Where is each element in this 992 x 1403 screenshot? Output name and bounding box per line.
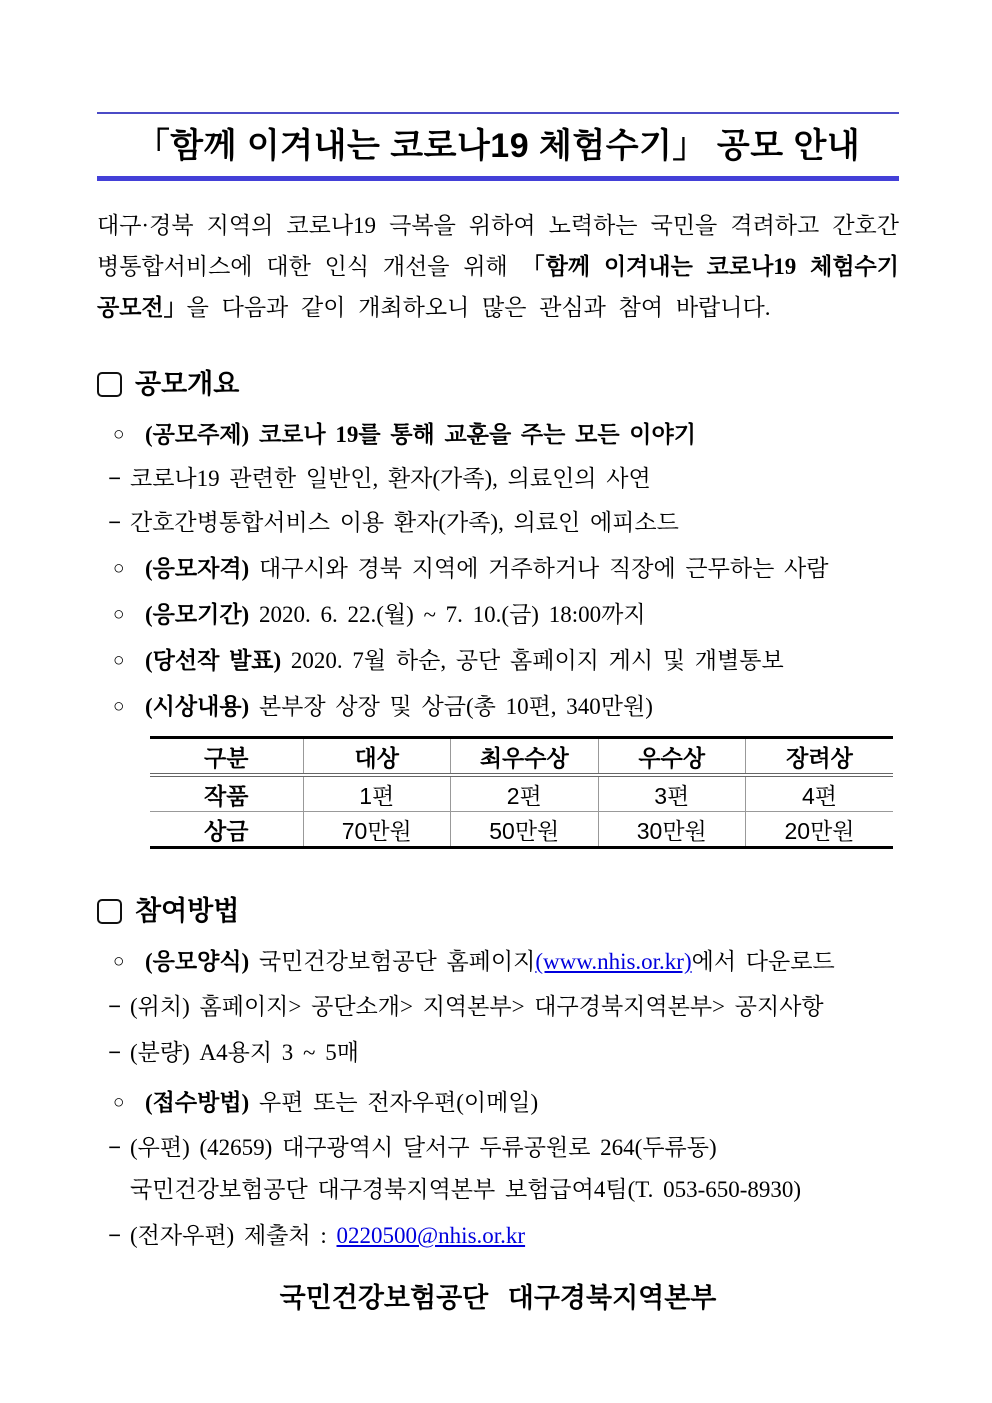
table-header-cell: 우수상 [598,738,746,776]
table-header-cell: 대상 [303,738,451,776]
dash-bullet-icon: − [108,510,122,535]
list-subitem-volume [97,1037,899,1068]
list-subitem-covid-stories [97,463,899,494]
table-cell: 50만원 [451,812,599,848]
dash-bullet-icon: − [108,1135,122,1160]
list-item-topic [97,419,899,450]
list-item-announcement [97,645,899,676]
intro-text-bold: 「함께 이겨내는 코로나19 체험수기 공모전」 [97,254,899,320]
item-text: 2020. 7월 하순, 공단 홈페이지 게시 및 개별통보 [290,648,784,673]
item-text: 대구시와 경북 지역에 거주하거나 직장에 근무하는 사람 [258,556,829,581]
list-subitem-email [97,1220,899,1251]
nhis-website-link[interactable]: (www.nhis.or.kr) [535,949,692,974]
list-subitem-nursing-episodes [97,507,899,538]
table-cell: 4편 [746,775,894,812]
item-text: 코로나 19를 통해 교훈을 주는 모든 이야기 [258,422,696,447]
table-cell: 30만원 [598,812,746,848]
item-text: 코로나19 관련한 일반인, 환자(가족), 의료인의 사연 [130,466,651,491]
page-title: 「함께 이겨내는 코로나19 체험수기」 공모 안내 [135,127,861,165]
item-label: (시상내용) [145,694,250,719]
circle-bullet-icon: ○ [113,424,125,445]
item-label: (우편) [130,1135,190,1160]
section-title-overview: 공모개요 [135,369,240,399]
dash-bullet-icon: − [108,994,122,1019]
item-label: (당선작 발표) [145,648,282,673]
list-subitem-postal [97,1132,899,1205]
postal-address-line2: 국민건강보험공단 대구경북지역본부 보험급여4팀(T. 053-650-8930) [130,1177,802,1202]
item-text: 제출처 : [243,1223,337,1248]
item-label: (응모양식) [145,949,250,974]
item-text: 본부장 상장 및 상금(총 10편, 340만원) [258,694,653,719]
table-header-row [150,738,893,776]
section-heading-participation [97,895,899,927]
circle-bullet-icon: ○ [113,650,125,671]
dash-bullet-icon: − [108,1223,122,1248]
circle-bullet-icon: ○ [113,558,125,579]
submission-email-link[interactable]: 0220500@nhis.or.kr [336,1223,526,1248]
item-text: (42659) 대구광역시 달서구 두류공원로 264(두류동) [199,1135,717,1160]
item-text: 2020. 6. 22.(월) ~ 7. 10.(금) 18:00까지 [258,602,646,627]
prize-table [150,736,893,849]
item-label: (응모기간) [145,602,250,627]
circle-bullet-icon: ○ [113,696,125,717]
list-item-prizes [97,691,899,722]
circle-bullet-icon: ○ [113,1092,125,1113]
item-text: 간호간병통합서비스 이용 환자(가족), 의료인 에피소드 [130,510,679,535]
table-header-cell: 장려상 [746,738,894,776]
section-heading-overview [97,368,899,400]
item-label: (전자우편) [130,1223,235,1248]
list-item-application-form [97,946,899,977]
checkbox-icon [97,372,122,397]
table-cell: 70만원 [303,812,451,848]
table-header-cell: 구분 [150,738,303,776]
list-item-eligibility [97,553,899,584]
item-label: (공모주제) [145,422,250,447]
dash-bullet-icon: − [108,466,122,491]
intro-paragraph [97,205,899,328]
table-cell: 3편 [598,775,746,812]
table-cell: 1편 [303,775,451,812]
title-block [97,112,899,181]
item-text: A4용지 3 ~ 5매 [199,1040,359,1065]
checkbox-icon [97,899,122,924]
item-text: 우편 또는 전자우편(이메일) [258,1090,539,1115]
item-label: (응모자격) [145,556,250,581]
circle-bullet-icon: ○ [113,604,125,625]
table-cell: 상금 [204,817,249,844]
section-title-participation: 참여방법 [135,896,240,926]
dash-bullet-icon: − [108,1040,122,1065]
item-label: (위치) [130,994,190,1019]
item-label: (분량) [130,1040,190,1065]
list-subitem-location [97,991,899,1022]
table-cell: 2편 [451,775,599,812]
item-text: 국민건강보험공단 홈페이지 [258,949,536,974]
table-row [150,775,893,812]
table-row [150,812,893,848]
item-label: (접수방법) [145,1090,250,1115]
intro-text-1: 대구·경북 지역의 코로나19 극복을 위하여 노력하는 국민을 격려하고 간호간병통합서비스에 대한 인식 개선을 위해 [97,213,899,279]
item-text: 에서 다운로드 [691,949,835,974]
intro-text-2: 을 다음과 같이 개최하오니 많은 관심과 참여 바랍니다. [186,295,771,320]
table-cell: 작품 [150,775,303,812]
list-item-submission-method [97,1087,899,1118]
table-header-cell: 최우수상 [451,738,599,776]
circle-bullet-icon: ○ [113,951,125,972]
issuing-organization: 국민건강보험공단 대구경북지역본부 [279,1283,717,1313]
item-text: 홈페이지> 공단소개> 지역본부> 대구경북지역본부> 공지사항 [199,994,824,1019]
list-item-period [97,599,899,630]
table-cell: 20만원 [746,812,894,848]
